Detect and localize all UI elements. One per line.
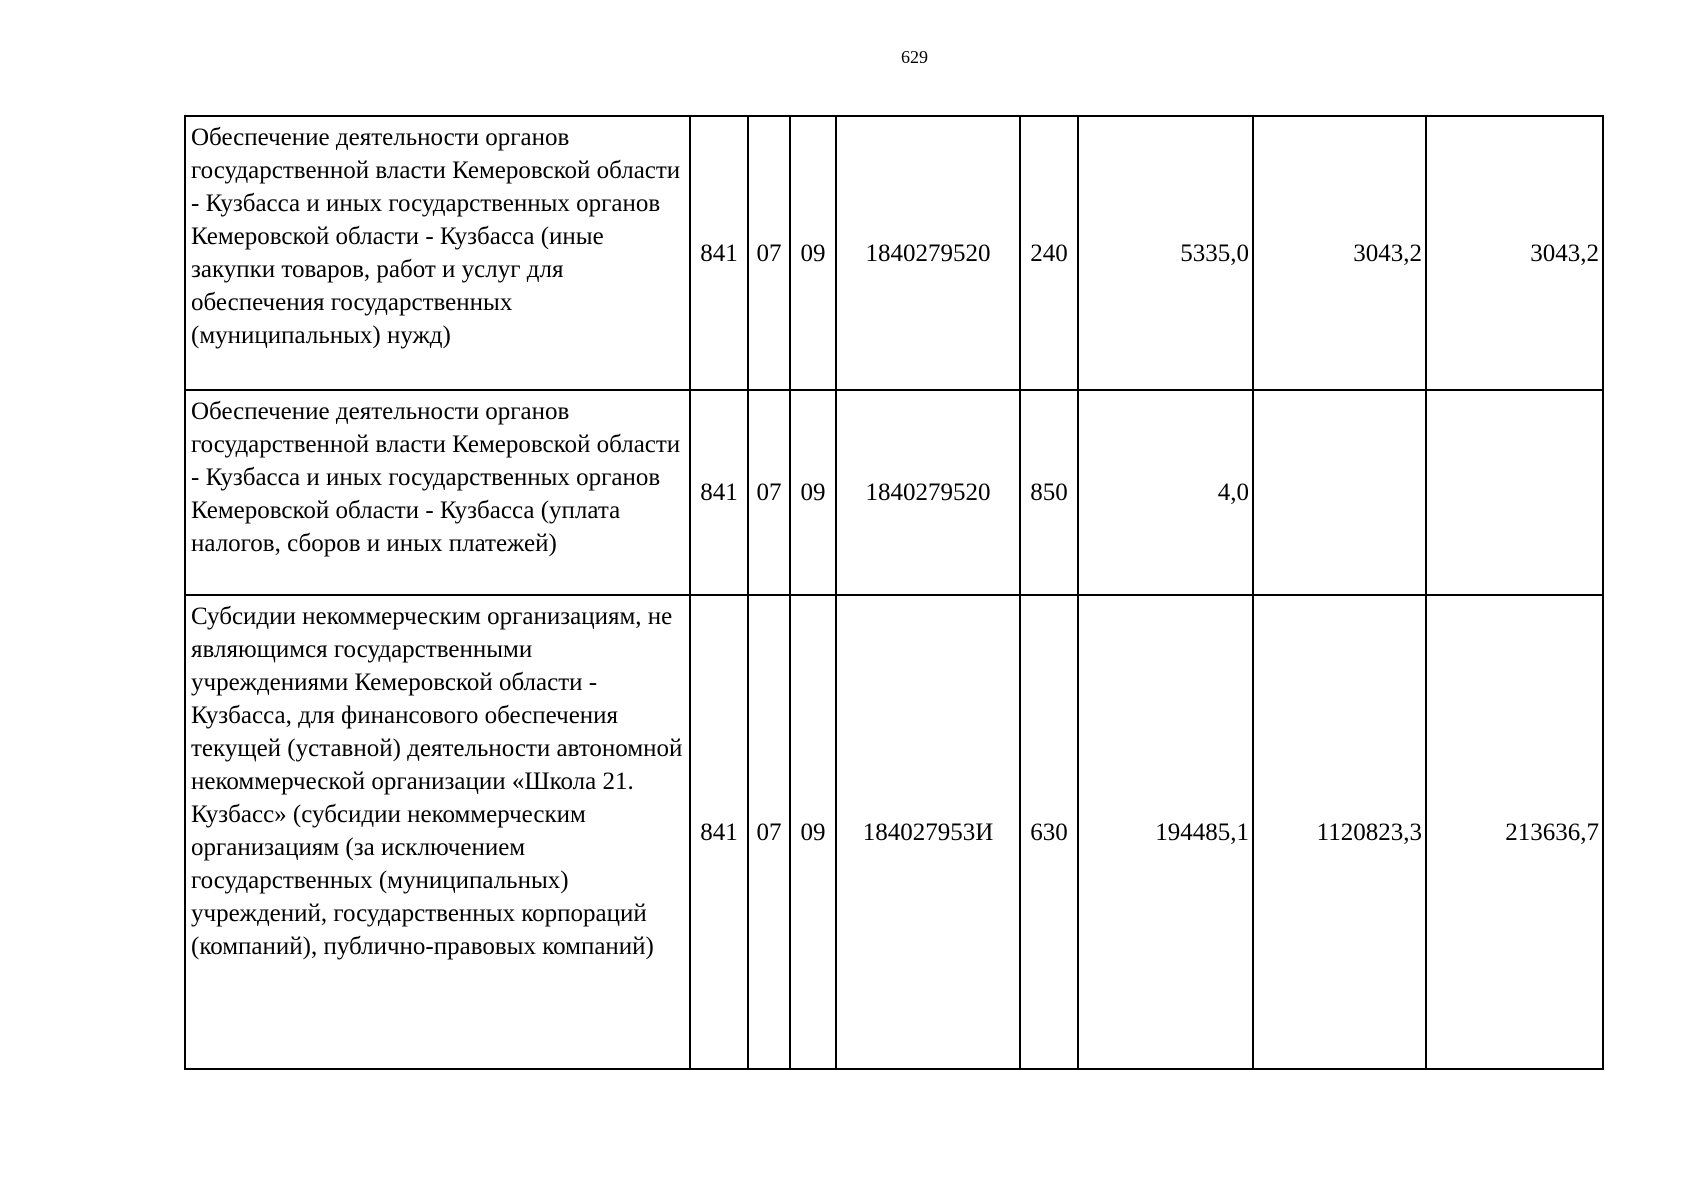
target-article-code: 184027953И xyxy=(836,595,1020,1069)
target-article-code: 1840279520 xyxy=(836,390,1020,595)
ministry-code: 841 xyxy=(690,595,748,1069)
amount-3: 3043,2 xyxy=(1426,116,1603,390)
target-article-code: 1840279520 xyxy=(836,116,1020,390)
subsection-code: 09 xyxy=(790,390,836,595)
page-number: 629 xyxy=(901,47,928,67)
subsection-code: 09 xyxy=(790,116,836,390)
section-code: 07 xyxy=(748,390,790,595)
row-description: Обеспечение деятельности органов государственной власти Кемеровской области - Кузбасса и иных государственных органов Кемеровской области - Кузбасса (уплата налогов, сборов и иных платежей) xyxy=(185,390,690,595)
table-row xyxy=(185,116,1603,390)
amount-1: 5335,0 xyxy=(1078,116,1253,390)
row-description: Обеспечение деятельности органов государственной власти Кемеровской области - Кузбасса и иных государственных органов Кемеровской области - Кузбасса (иные закупки товаров, работ и услуг для обеспечения государственных (муниципальных) нужд) xyxy=(185,116,690,390)
amount-2 xyxy=(1253,390,1426,595)
amount-1: 4,0 xyxy=(1078,390,1253,595)
amount-3 xyxy=(1426,390,1603,595)
table-row xyxy=(185,390,1603,595)
expense-type-code: 850 xyxy=(1020,390,1078,595)
ministry-code: 841 xyxy=(690,390,748,595)
amount-2: 3043,2 xyxy=(1253,116,1426,390)
ministry-code: 841 xyxy=(690,116,748,390)
table-row xyxy=(185,595,1603,1069)
amount-1: 194485,1 xyxy=(1078,595,1253,1069)
expense-type-code: 630 xyxy=(1020,595,1078,1069)
section-code: 07 xyxy=(748,116,790,390)
expense-type-code: 240 xyxy=(1020,116,1078,390)
budget-table xyxy=(184,115,1604,1070)
amount-2: 1120823,3 xyxy=(1253,595,1426,1069)
amount-3: 213636,7 xyxy=(1426,595,1603,1069)
row-description: Субсидии некоммерческим организациям, не являющимся государственными учреждениями Кемеровской области - Кузбасса, для финансового обеспечения текущей (уставной) деятельности автономной некоммерческой организации «Школа 21. Кузбасс» (субсидии некоммерческим организациям (за исключением государственных (муниципальных) учреждений, государственных корпораций (компаний), публично-правовых компаний) xyxy=(185,595,690,1069)
section-code: 07 xyxy=(748,595,790,1069)
subsection-code: 09 xyxy=(790,595,836,1069)
